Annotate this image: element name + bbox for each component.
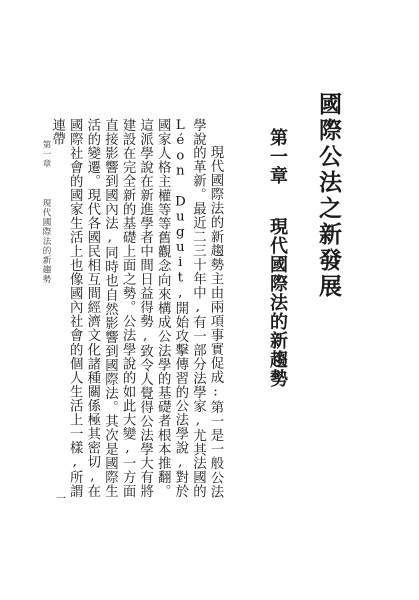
running-head-title: 現代國際法的新趨勢 <box>41 198 51 284</box>
running-head <box>40 140 52 284</box>
book-title: 國際公法之新發展 <box>315 92 342 300</box>
body-text <box>48 118 224 498</box>
chapter-heading <box>264 128 290 388</box>
running-head-chapter: 第一章 <box>41 140 51 169</box>
page-number: 一 <box>56 494 66 505</box>
chapter-number: 第一章 <box>267 128 288 185</box>
body-paragraph: 現代國際法的新趨勢主由兩項事實促成:第一是一般公法學說的革新。最近二三十年中,有一部分法學家,尤其法國的 Léon Duguit,開始攻擊傳習的公法學說,對於國家人格主權等等舊觀念向來構成公法學的基礎者根本推翻。這派學說在新進學者中間日益得勢,致令人覺得公法學大有將建設在完全新的基礎上面之勢。公法學說的如此大變,一方面直接影響到國內法,同時也自然影響到國際法。其次是國際生活的變遷。現代各國民相互間經濟文化諸種關係極其密切,在國際社會的國家生活上也像國內社會的個人生活上一樣,所謂連帶 <box>49 118 223 498</box>
chapter-title: 現代國際法的新趨勢 <box>267 217 288 388</box>
